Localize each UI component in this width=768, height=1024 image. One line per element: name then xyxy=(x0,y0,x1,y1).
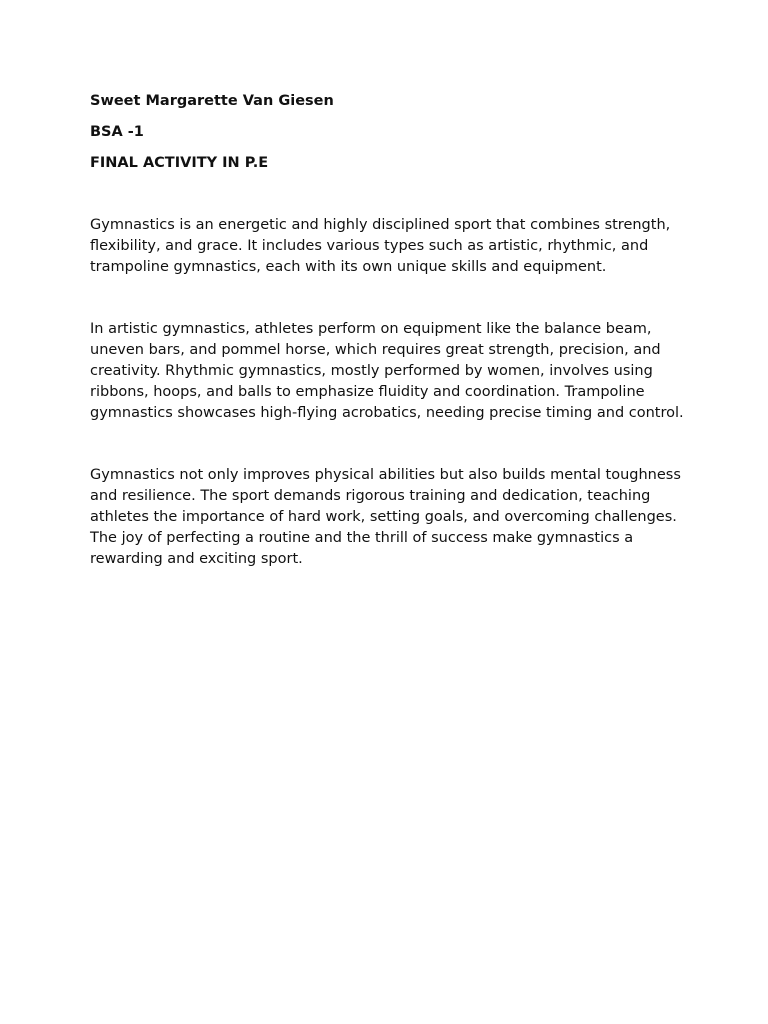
activity-title: FINAL ACTIVITY IN P.E xyxy=(90,155,269,171)
paragraph-types: In artistic gymnastics, athletes perform on equipment like the balance beam, uneven bars, and pommel horse, which requires great strength, precision, and creativity. Rhythmic gymnastics, mostly performed by women, involves using ribbons, hoops, and balls to emphasize fluidity and coordination. Trampoline gymnastics showcases high-flying acrobatics, needing precise timing and control. xyxy=(90,321,684,421)
paragraph-intro: Gymnastics is an energetic and highly disciplined sport that combines strength, flexibility, and grace. It includes various types such as artistic, rhythmic, and trampoline gymnastics, each with its own unique skills and equipment. xyxy=(90,217,671,275)
author-name: Sweet Margarette Van Giesen xyxy=(90,93,334,109)
paragraph-benefits: Gymnastics not only improves physical abilities but also builds mental toughness and resilience. The sport demands rigorous training and dedication, teaching athletes the importance of hard work, setting goals, and overcoming challenges. The joy of perfecting a routine and the thrill of success make gymnastics a rewarding and exciting sport. xyxy=(90,467,681,567)
course-label: BSA -1 xyxy=(90,124,144,140)
document-content xyxy=(90,91,690,569)
